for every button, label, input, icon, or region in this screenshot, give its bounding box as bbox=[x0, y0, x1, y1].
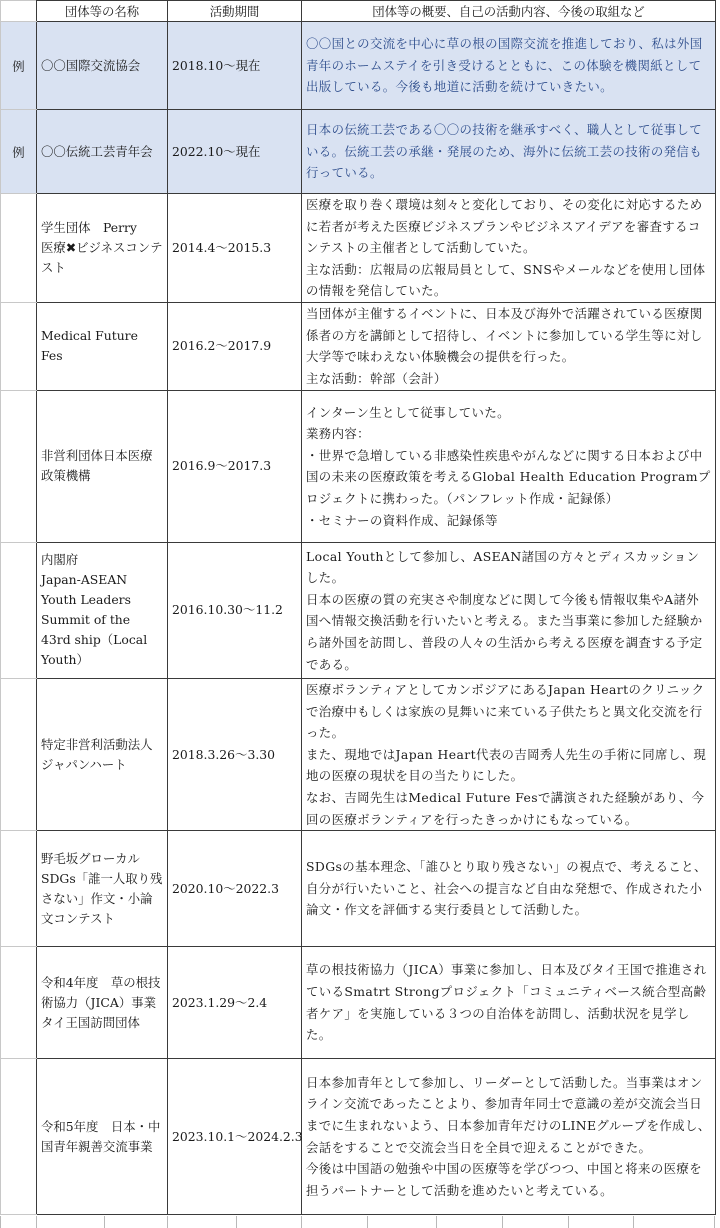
example-mark bbox=[1, 831, 37, 947]
organization-name bbox=[37, 678, 168, 830]
organization-name-line: Japan-ASEAN Youth Leaders Summit of the 43rd ship（Local Youth） bbox=[41, 572, 148, 668]
activity-description bbox=[302, 1059, 716, 1215]
activity-description bbox=[302, 831, 716, 947]
organization-name-line: 令和4年度 草の根技術協力（JICA）事業 bbox=[41, 974, 161, 1010]
description-paragraph: ・セミナーの資料作成、記録係等 bbox=[306, 512, 498, 528]
description-paragraph: 業務内容： bbox=[306, 426, 370, 442]
description-paragraph: Local Youthとして参加し、ASEAN諸国の方々とディスカッションした。 bbox=[306, 548, 700, 586]
header-period: 活動期間 bbox=[168, 1, 302, 22]
description-paragraph: 当団体が主催するイベントに、日本及び海外で活躍されている医療関係者の方を講師として招待し、イベントに参加している学生等に対し大学等で味わえない体験機会の提供を行った。 bbox=[306, 306, 703, 365]
table-row bbox=[1, 1059, 716, 1215]
organization-name bbox=[37, 110, 168, 194]
organization-name-line: タイ王国訪問団体 bbox=[41, 1014, 140, 1030]
example-mark bbox=[1, 390, 37, 542]
activity-description bbox=[302, 947, 716, 1059]
activity-period: 2016.9〜2017.3 bbox=[168, 390, 302, 542]
description-paragraph: 医療を取り巻く環境は刻々と変化しており、その変化に対応するために若者が考えた医療ビジネスプランやビジネスアイデアを審査するコンテストの主催者として活動していた。 bbox=[306, 197, 703, 256]
activity-period: 2016.10.30〜11.2 bbox=[168, 542, 302, 678]
description-paragraph: 主な活動：広報局の広報局員として、SNSやメールなどを使用し団体の情報を発信していた。 bbox=[306, 261, 706, 299]
description-paragraph: なお、吉岡先生はMedical Future Fesで講演された経験があり、今回の医療ボランティアを行ったきっかけにもなっている。 bbox=[306, 789, 705, 827]
organization-name bbox=[37, 22, 168, 110]
header-row bbox=[1, 1, 716, 22]
activity-period: 2020.10〜2022.3 bbox=[168, 831, 302, 947]
example-mark bbox=[1, 194, 37, 303]
organization-name bbox=[37, 1059, 168, 1215]
example-mark: 例 bbox=[1, 22, 37, 110]
example-mark bbox=[1, 302, 37, 390]
activity-period: 2016.2〜2017.9 bbox=[168, 302, 302, 390]
description-paragraph: ・世界で急増している非感染性疾患やがんなどに関する日本および中国の未来の医療政策を考えるGlobal Health Education Programプロジェクトに携わった。（パンフレット作成・記録係） bbox=[306, 447, 711, 507]
table-body bbox=[1, 22, 716, 1215]
activity-description bbox=[302, 22, 716, 110]
table-row bbox=[1, 947, 716, 1059]
activity-period: 2018.10〜現在 bbox=[168, 22, 302, 110]
activity-period: 2018.3.26〜3.30 bbox=[168, 678, 302, 830]
activity-period: 2014.4〜2015.3 bbox=[168, 194, 302, 303]
table-row bbox=[1, 302, 716, 390]
organization-name-line: 非営利団体日本医療政策機構 bbox=[41, 448, 153, 484]
activity-description bbox=[302, 302, 716, 390]
organization-name bbox=[37, 947, 168, 1059]
description-paragraph: 日本の伝統工芸である〇〇の技術を継承すべく、職人として従事している。伝統工芸の承継・発展のため、海外に伝統工芸の技術の発信も行っている。 bbox=[306, 122, 703, 181]
description-paragraph: 日本の医療の質の充実さや制度などに関して今後も情報収集やA諸外国へ情報交換活動を行いたいと考える。また当事業に参加した経験から諸外国を訪問し、普段の人々の生活から考える医療を調査する予定である。 bbox=[306, 591, 703, 672]
description-paragraph: SDGsの基本理念、「誰ひとり取り残さない」の視点で、考えること、自分が行いたいこと、社会への提言など自由な発想で、作成された小論文・作文を評価する実行委員として活動した。 bbox=[306, 859, 707, 918]
organization-name bbox=[37, 831, 168, 947]
description-paragraph: 〇〇国との交流を中心に草の根の国際交流を推進しており、私は外国青年のホームステイを引き受けるとともに、この体験を機関紙として出版している。今後も地道に活動を続けていきたい。 bbox=[306, 36, 703, 95]
example-row bbox=[1, 22, 716, 110]
table-row bbox=[1, 390, 716, 542]
header-description: 団体等の概要、自己の活動内容、今後の取組など bbox=[302, 1, 716, 22]
next-row-edge bbox=[0, 1216, 715, 1228]
organization-name-line: 医療✖ビジネスコンテスト bbox=[41, 239, 163, 275]
table-row bbox=[1, 831, 716, 947]
activity-period: 2023.10.1〜2024.2.3 bbox=[168, 1059, 302, 1215]
activity-description bbox=[302, 390, 716, 542]
activity-description bbox=[302, 194, 716, 303]
header-name: 団体等の名称 bbox=[37, 1, 168, 22]
table-row bbox=[1, 542, 716, 678]
description-paragraph: 草の根技術協力（JICA）事業に参加し、日本及びタイ王国で推進されているSmatrt Strongプロジェクト「コミュニティベース統合型高齢者ケア」を実施している３つの自治体を訪問し、活動状況を見学した。 bbox=[306, 962, 707, 1043]
organization-name bbox=[37, 390, 168, 542]
example-mark bbox=[1, 678, 37, 830]
organization-name-line: Medical Future Fes bbox=[41, 328, 138, 364]
organization-name bbox=[37, 302, 168, 390]
activity-description bbox=[302, 542, 716, 678]
description-paragraph: また、現地ではJapan Heart代表の吉岡秀人先生の手術に同席し、現地の医療の現状を目の当たりにした。 bbox=[306, 746, 707, 784]
activity-period: 2022.10〜現在 bbox=[168, 110, 302, 194]
organization-name-line: 学生団体 Perry bbox=[41, 219, 137, 235]
header-mark-cell bbox=[1, 1, 37, 22]
organization-name-line: 特定非営利活動法人ジャパンハート bbox=[41, 736, 153, 772]
organization-name-line: 令和5年度 日本・中国青年親善交流事業 bbox=[41, 1118, 161, 1154]
description-paragraph: 主な活動：幹部（会計） bbox=[306, 371, 447, 387]
organization-name-line: 野毛坂グローカル bbox=[41, 850, 140, 866]
example-row bbox=[1, 110, 716, 194]
activity-description bbox=[302, 110, 716, 194]
organization-name bbox=[37, 542, 168, 678]
table-row bbox=[1, 194, 716, 303]
table-row bbox=[1, 678, 716, 830]
activity-period: 2023.1.29〜2.4 bbox=[168, 947, 302, 1059]
example-mark bbox=[1, 1059, 37, 1215]
description-paragraph: インターン生として従事していた。 bbox=[306, 404, 510, 420]
organization-name-line: SDGs「誰一人取り残さない」作文・小論文コンテスト bbox=[41, 870, 163, 926]
example-mark: 例 bbox=[1, 110, 37, 194]
organization-name bbox=[37, 194, 168, 303]
description-paragraph: 今後は中国語の勉強や中国の医療等を学びつつ、中国と将来の医療を担うパートナーとして活動を進めたいと考えている。 bbox=[306, 1161, 703, 1198]
organization-name-line: 〇〇伝統工芸青年会 bbox=[41, 143, 153, 159]
organization-name-line: 〇〇国際交流協会 bbox=[41, 57, 141, 73]
description-paragraph: 日本参加青年として参加し、リーダーとして活動した。当事業はオンライン交流であったことより、参加青年同士で意識の差が交流会当日までに生まれないよう、日本参加青年だけのLINEグループを作成し、会話をすることで交流会当日を全員で迎えることができた。 bbox=[306, 1074, 711, 1155]
activity-description bbox=[302, 678, 716, 830]
example-mark bbox=[1, 542, 37, 678]
organization-name-line: 内閣府 bbox=[41, 552, 79, 568]
example-mark bbox=[1, 947, 37, 1059]
description-paragraph: 医療ボランティアとしてカンボジアにあるJapan Heartのクリニックで治療中もしくは家族の見舞いに来ている子供たちと異文化交流を行った。 bbox=[306, 681, 705, 741]
